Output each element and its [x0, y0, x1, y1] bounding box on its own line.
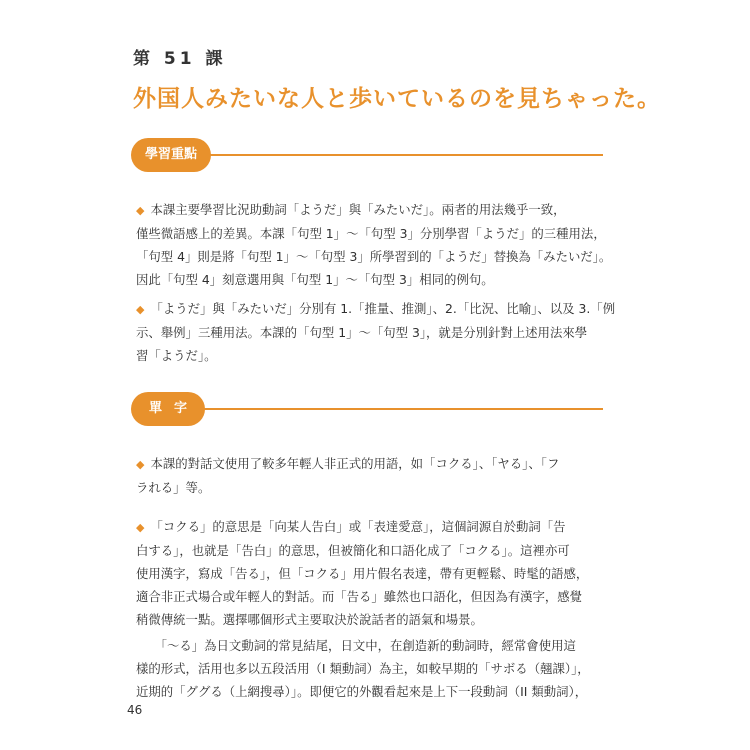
paragraph-line: 因此「句型 4」刻意選用與「句型 1」～「句型 3」相同的例句。: [136, 272, 494, 287]
paragraph-line: 稍微傳統一點。選擇哪個形式主要取決於說話者的語氣和場景。: [136, 612, 483, 627]
section-divider-line: [191, 154, 603, 156]
paragraph-line: 樣的形式，活用也多以五段活用（I 類動詞）為主，如較早期的「サボる（翹課）」，: [136, 661, 590, 676]
paragraph-line: 適合非正式場合或年輕人的對話。而「告る」雖然也口語化，但因為有漢字，感覺: [136, 589, 583, 604]
lesson-title: 外国人みたいな人と歩いているのを見ちゃった。: [133, 86, 661, 112]
section-label-vocabulary: 單字: [131, 392, 205, 426]
paragraph-line: 本課的對話文使用了較多年輕人非正式的用語，如「コクる」、「ヤる」、「フ: [150, 456, 560, 471]
vocabulary-paragraph-2: [136, 515, 604, 631]
diamond-bullet-icon: ◆: [136, 204, 145, 217]
vocabulary-paragraph-3: [136, 634, 604, 703]
paragraph-line: 「句型 4」則是將「句型 1」～「句型 3」所學習到的「ようだ」替換為「みたいだ」。: [136, 249, 612, 264]
section-header-study-points: [131, 138, 603, 172]
diamond-bullet-icon: ◆: [136, 521, 145, 534]
paragraph-line: 僅些微語感上的差異。本課「句型 1」～「句型 3」分別學習「ようだ」的三種用法，: [136, 226, 606, 241]
paragraph-line: 本課主要學習比況助動詞「ようだ」與「みたいだ」。兩者的用法幾乎一致，: [150, 202, 566, 217]
paragraph-line: 「ようだ」與「みたいだ」分別有 1.「推量、推測」、2.「比況、比喻」、以及 3.「例: [150, 301, 616, 316]
section-label-study-points: 學習重點: [131, 138, 211, 172]
paragraph-line: 白する」，也就是「告白」的意思，但被簡化和口語化成了「コクる」。這裡亦可: [136, 543, 570, 558]
section-divider-line: [191, 408, 603, 410]
paragraph-line: 習「ようだ」。: [136, 348, 217, 363]
paragraph-line: 「コクる」的意思是「向某人告白」或「表達愛意」，這個詞源自於動詞「告: [150, 519, 566, 534]
paragraph-line: 使用漢字，寫成「告る」，但「コクる」用片假名表達，帶有更輕鬆、時髦的語感，: [136, 566, 589, 581]
study-point-paragraph-1: [136, 198, 612, 291]
page-number: 46: [127, 703, 143, 717]
lesson-number: 第 51 課: [133, 49, 227, 69]
diamond-bullet-icon: ◆: [136, 303, 145, 316]
study-point-paragraph-2: [136, 297, 616, 367]
paragraph-line: ラれる」等。: [136, 480, 211, 495]
paragraph-line: 示、舉例」三種用法。本課的「句型 1」～「句型 3」，就是分別針對上述用法來學: [136, 325, 588, 340]
paragraph-line: 近期的「ググる（上網搜尋）」。即便它的外觀看起來是上下一段動詞（II 類動詞），: [136, 684, 588, 699]
vocabulary-paragraph-1: [136, 452, 604, 499]
paragraph-line: 「～る」為日文動詞的常見結尾，日文中，在創造新的動詞時，經常會使用這: [136, 638, 576, 653]
diamond-bullet-icon: ◆: [136, 458, 145, 471]
section-header-vocabulary: [131, 392, 603, 426]
